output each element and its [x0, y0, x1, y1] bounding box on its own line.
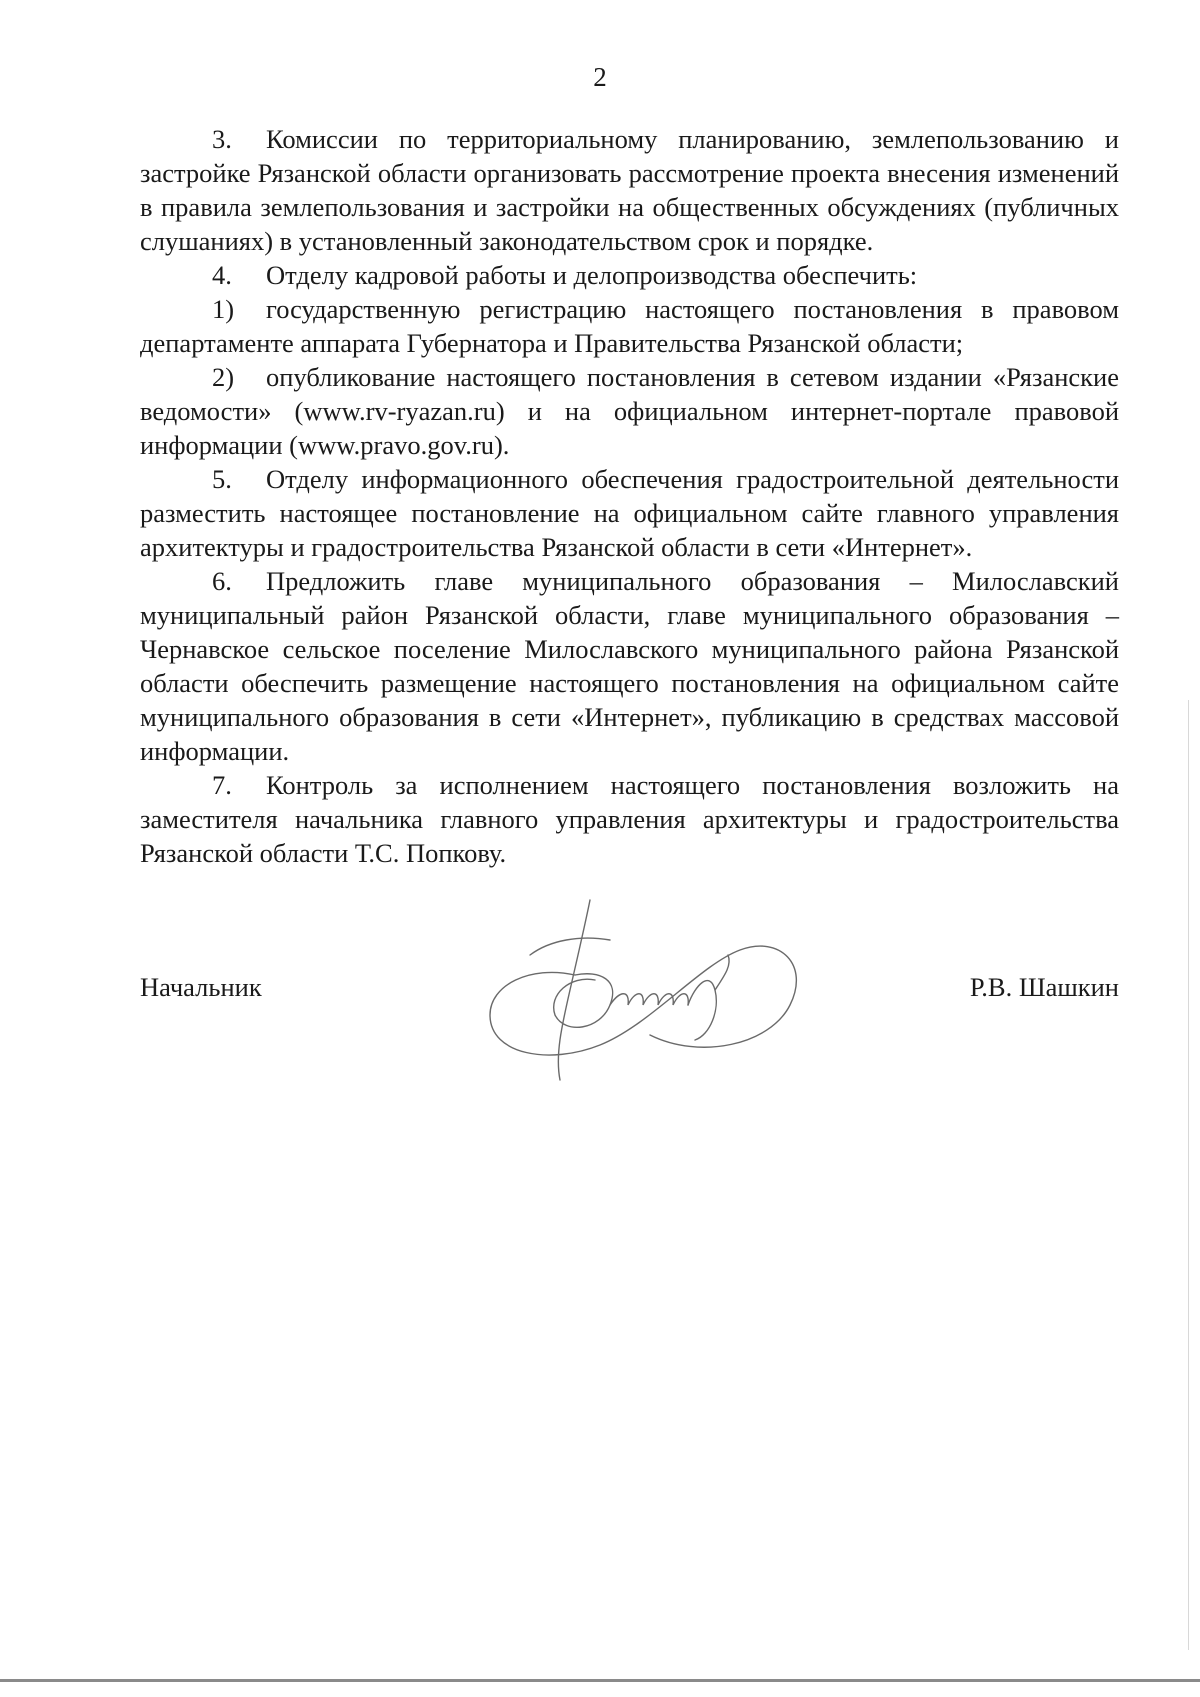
- paragraph-text: Предложить главе муниципального образования – Милославский муниципальный район Рязанской области, главе муниципального образования – Чернавское сельское поселение Милославского муниципального района Рязанской области обеспечить размещение настоящего постановления на официальном сайте муниципального образования в сети «Интернет», публикацию в средствах массовой информации.: [140, 566, 1119, 766]
- signatory-name: Р.В. Шашкин: [969, 972, 1119, 1002]
- paragraph-text: Комиссии по территориальному планированию, землепользованию и застройке Рязанской области организовать рассмотрение проекта внесения изменений в правила землепользования и застройки на общественных обсуждениях (публичных слушаниях) в установленный законодательством срок и порядке.: [140, 124, 1119, 256]
- paragraph-4-1: [140, 292, 1119, 360]
- paragraph-text: государственную регистрацию настоящего постановления в правовом департаменте аппарата Губернатора и Правительства Рязанской области;: [140, 294, 1119, 358]
- paragraph-4-2: [140, 360, 1119, 462]
- paragraph-text: Контроль за исполнением настоящего постановления возложить на заместителя начальника главного управления архитектуры и градостроительства Рязанской области Т.С. Попкову.: [140, 770, 1119, 868]
- handwritten-signature: [470, 895, 840, 1095]
- paragraph-5: [140, 462, 1119, 564]
- paragraph-7: [140, 768, 1119, 870]
- paragraph-number: 1): [212, 294, 235, 324]
- paragraph-number: 6.: [212, 566, 232, 596]
- scan-edge-line-right: [1188, 700, 1189, 1650]
- paragraph-3: [140, 122, 1119, 258]
- paragraph-number: 5.: [212, 464, 232, 494]
- paragraph-number: 7.: [212, 770, 232, 800]
- paragraph-number: 2): [212, 362, 235, 392]
- paragraph-text: Отделу кадровой работы и делопроизводства обеспечить:: [266, 260, 918, 290]
- paragraph-number: 3.: [212, 124, 232, 154]
- page-number: 2: [593, 62, 607, 92]
- paragraph-6: [140, 564, 1119, 768]
- paragraph-text: Отделу информационного обеспечения градостроительной деятельности разместить настоящее постановление на официальном сайте главного управления архитектуры и градостроительства Рязанской области в сети «Интернет».: [140, 464, 1119, 562]
- paragraph-4: [140, 258, 1119, 292]
- signatory-title: Начальник: [140, 972, 262, 1002]
- paragraph-number: 4.: [212, 260, 232, 290]
- document-body: [140, 122, 1119, 870]
- scan-edge-line: [0, 1679, 1200, 1682]
- paragraph-text: опубликование настоящего постановления в сетевом издании «Рязанские ведомости» (www.rv-ryazan.ru) и на официальном интернет-портале правовой информации (www.pravo.gov.ru).: [140, 362, 1119, 460]
